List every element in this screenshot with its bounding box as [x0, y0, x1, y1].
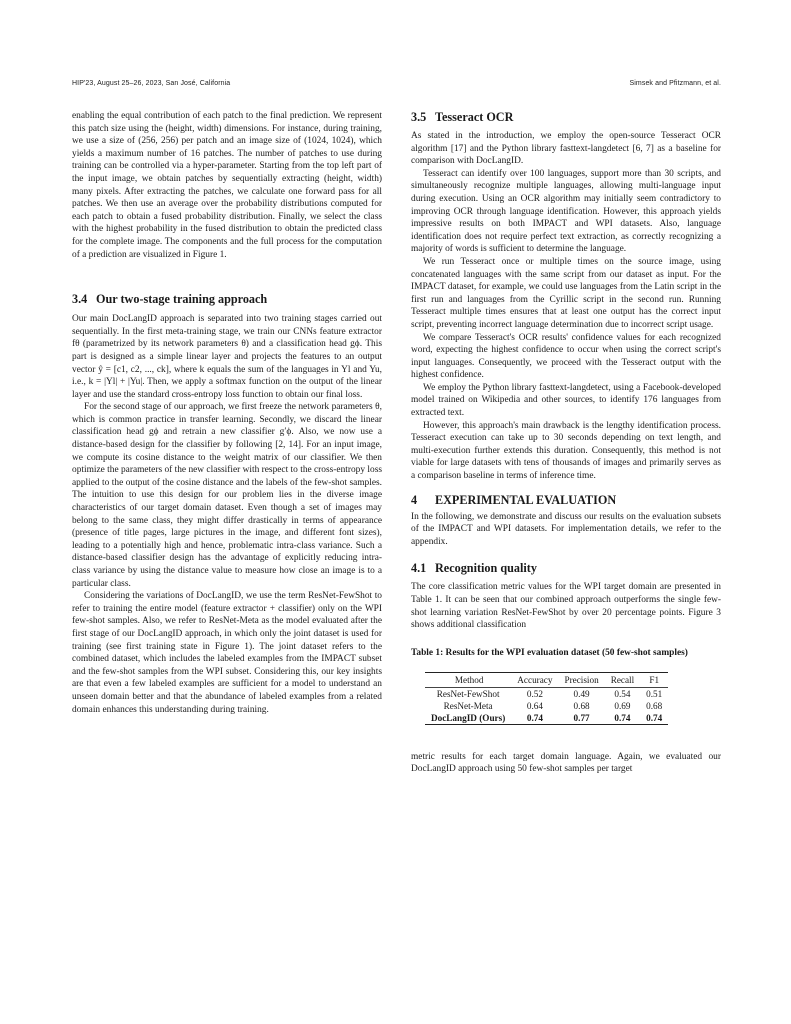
table-cell: 0.51: [646, 688, 663, 699]
table-header-cell: Accuracy: [517, 674, 553, 685]
paragraph-tesseract-runs: We run Tesseract once or multiple times on the source image, using concatenated languages with the same script from our dataset as input. For the IMPACT dataset, for example, we could use languages from the Latin script in the first run and languages from the Cyrillic script in the second run. Running Tesseract multiple times ensures that at least one output has the correct input script, preventing incorrect language determination due to incorrect script usage.: [411, 256, 721, 330]
paragraph-metric-results: metric results for each target domain language. Again, we evaluated our DocLangID approach using 50 few-shot samples per target: [411, 751, 721, 775]
paragraph-evaluation-intro: In the following, we demonstrate and discuss our results on the evaluation subsets of the IMPACT and WPI datasets. For implementation details, we refer to the appendix.: [411, 511, 721, 547]
section-title: Our two-stage training approach: [96, 292, 268, 307]
table-cell: DocLangID (Ours): [431, 712, 506, 723]
running-header-right: Simsek and Pfitzmann, et al.: [629, 80, 721, 87]
section-number: 3.5: [411, 110, 427, 124]
paragraph-fasttext: We employ the Python library fasttext-langdetect, using a Facebook-developed model trained on Wikipedia and other sources, to identify 176 languages from extracted text.: [411, 382, 721, 419]
table-header-cell: Precision: [564, 674, 599, 685]
table-cell: 0.68: [646, 700, 663, 711]
section-title: EXPERIMENTAL EVALUATION: [435, 492, 617, 507]
results-table-wrapper: [425, 672, 721, 725]
section-number: 4: [411, 492, 418, 507]
paragraph-two-stage-intro: Our main DocLangID approach is separated into two training stages carried out sequentially. In the first meta-training stage, we train our CNNs feature extractor fθ (parametrized by its network parameters θ) and a classification head gϕ. This part is designed as a simple linear layer and projects the features to an output vector ŷ = [c1, c2, ..., ck], where k equals the sum of the languages in Yl and Yu, i.e., k = |Yl| + |Yu|. Then, we apply a softmax function on the output of the linear layer and use the standard cross-entropy loss function to obtain our final loss.: [72, 314, 382, 400]
left-column: [72, 110, 382, 716]
table-row: [425, 687, 668, 700]
right-column: [411, 110, 721, 776]
table-cell: ResNet-FewShot: [436, 688, 500, 699]
table-row: [425, 712, 668, 725]
table-header-cell: Method: [454, 674, 484, 685]
paragraph-patch-description: enabling the equal contribution of each patch to the final prediction. We represent this patch size using the (height, width) dimensions. For instance, during training, we use a size of (256, 256) per patch and an image size of (1024, 1024), which yields a maximum number of 16 patches. The number of patches to use during training can be controlled via a hyper-parameter. Starting from the top left part of the input image, we obtain patches by sequentially extracting (height, width) many pixels. After extracting the patches, we calculate one forward pass for all patches. We then use an average over the probability distributions computed for each patch to obtain a fused probability distribution. Finally, we select the class with the highest probability in the fused distribution to obtain the predicted class for the complete image. The components and the full process for the computation of a prediction are visualized in Figure 1.: [72, 111, 382, 260]
running-header-left: HIP'23, August 25–26, 2023, San José, California: [72, 80, 231, 87]
paragraph-recognition-quality: The core classification metric values for the WPI target domain are presented in Table 1. It can be seen that our combined approach outperforms the single few-shot learning variation ResNet-FewShot by over 20 percentage points. Figure 3 shows additional classification: [411, 582, 721, 631]
table-cell: 0.68: [573, 700, 590, 711]
table-cell: 0.49: [573, 688, 590, 699]
table-caption: Table 1: Results for the WPI evaluation dataset (50 few-shot samples): [411, 647, 688, 658]
section-number: 3.4: [72, 292, 88, 307]
table-cell: 0.69: [614, 700, 631, 711]
table-header-cell: Recall: [610, 674, 635, 685]
table-cell: 0.64: [526, 700, 543, 711]
table-cell: 0.74: [526, 712, 543, 723]
paragraph-tesseract-languages: Tesseract can identify over 100 languages, support more than 30 scripts, and simultaneously recognize multiple languages, allowing multi-language input during execution. Using an OCR algorithm may initially seem contradictory to improving OCR through language identification. However, this approach yields impressive results on both IMPACT and WPI datasets. Also, language identification does not require perfect text extraction, as correctly recognizing a majority of words is sufficient to determine the language.: [411, 168, 721, 255]
section-number: 4.1: [411, 561, 427, 576]
section-heading-4-1: [411, 561, 721, 576]
section-title: Recognition quality: [435, 561, 537, 576]
table-cell: 0.77: [573, 712, 590, 723]
table-cell: 0.74: [646, 712, 663, 723]
section-title: Tesseract OCR: [435, 110, 514, 124]
paragraph-confidence: We compare Tesseract's OCR results' confidence values for each recognized word, expecting the highest confidence to occur when using the correct script's input languages. Consequently, we proceed with the Tesseract output with the highest confidence.: [411, 332, 721, 381]
table-cell: 0.74: [614, 712, 631, 723]
table-cell: ResNet-Meta: [443, 700, 493, 711]
section-heading-4: [411, 493, 721, 508]
paragraph-drawback: However, this approach's main drawback is the lengthy identification process. Tesseract execution can take up to 30 seconds depending on text length, and multi-execution further extends this duration. Consequently, this method is not viable for large datasets with tens of thousands of images and primarily serves as a comparison baseline in terms of inference time.: [411, 420, 721, 482]
table-header-cell: F1: [649, 674, 660, 685]
paragraph-second-stage: For the second stage of our approach, we first freeze the network parameters θ, which is common practice in transfer learning. Secondly, we discard the linear classification head gϕ and retrain a new classifier g′ϕ. Also, we now use a distance-based design for the classifier by following [2, 14]. For an input image, we compute its cosine distance to the weight matrix of our classifier. We then optimize the parameters of the new classifier with respect to the cross-entropy loss applied to the output of the cosine distance and the labels of the few-shot samples. The intuition to use this design for our problem lies in the diverse image characteristics of our target domain dataset. Even though a set of images may belong to the same class, they might differ drastically in terms of appearance (presence of title pages, large pictures in the image, and different font sizes), leading to a potentially high and hence, problematic intra-class variance. Such a distance-based classifier design has the advantage of explicitly reducing intra-class variance by using the distance value to measure how close an image is to a particular class.: [72, 402, 382, 589]
results-table: [425, 672, 668, 725]
table-cell: 0.54: [614, 688, 631, 699]
section-heading-3-5: [411, 110, 721, 125]
paragraph-tesseract-intro: As stated in the introduction, we employ the open-source Tesseract OCR algorithm [17] and the Python library fasttext-langdetect [6, 7] as a baseline for comparison with DocLangID.: [411, 131, 721, 167]
paragraph-variations: Considering the variations of DocLangID, we use the term ResNet-FewShot to refer to training the entire model (feature extractor + classifier) only on the WPI few-shot samples. Also, we refer to ResNet-Meta as the model evaluated after the first stage of our DocLangID approach, in which only the joint dataset is used for training (see first training state in Figure 1). The joint dataset refers to the combined dataset, which includes the labeled examples from the IMPACT subset and the few-shot samples from the WPI subset. Considering this, our key insights are that even a few labeled examples are sufficient for a model to understand an unseen domain better and that the abundance of labeled examples from a related domain enhances this understanding during training.: [72, 591, 382, 715]
section-heading-3-4: [72, 292, 382, 307]
table-cell: 0.52: [526, 688, 543, 699]
table-row: [425, 700, 668, 712]
